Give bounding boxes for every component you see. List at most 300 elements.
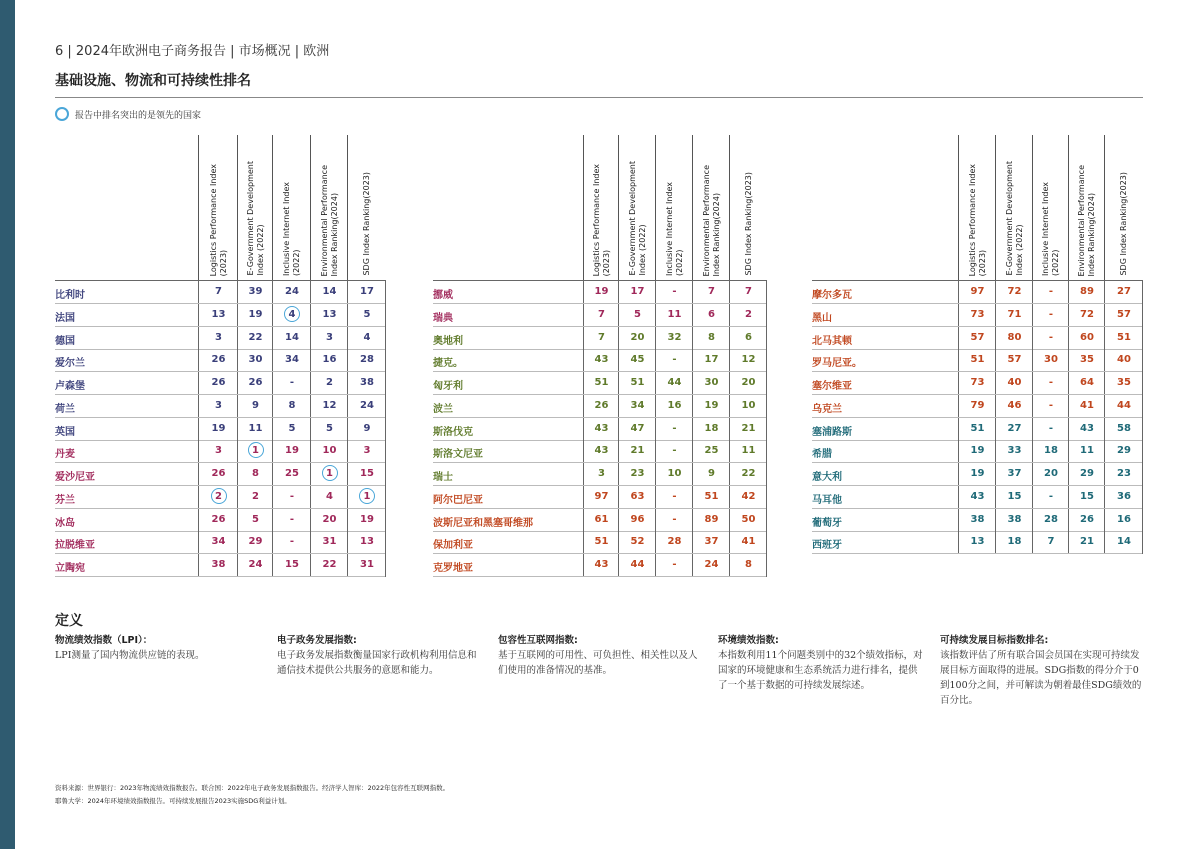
rank-cell [237,372,273,394]
rank-value: - [672,445,677,457]
table-row [433,554,766,577]
rank-cell [958,281,996,303]
country-name: 法国 [55,312,75,324]
rank-value: 41 [1080,399,1094,411]
rank-cell [618,509,656,531]
country-name: 爱尔兰 [55,358,85,370]
rank-value: - [1048,399,1054,411]
rank-value: 22 [322,559,337,570]
rank-value: 19 [704,399,719,411]
rank-value: 7 [708,286,715,297]
rank-cell [583,486,619,508]
rank-cell [1032,304,1069,326]
rank-cell [692,554,730,576]
country-name: 黑山 [812,312,832,324]
rank-value: 42 [741,490,756,502]
country-name: 瑞士 [433,472,453,483]
rank-value: 3 [363,445,371,457]
column-header-label: Logistics Performance Index (2023) [591,163,611,276]
rank-value: 60 [1080,331,1094,343]
rank-cell [729,463,767,485]
column-header-label: Logistics Performance Index (2023) [208,163,228,276]
rank-value: 15 [360,468,374,479]
rank-value: 51 [630,377,645,388]
table-right-border [385,280,386,577]
country-name: 阿尔巴尼亚 [433,494,483,506]
rank-cell [310,304,348,326]
rank-cell [1068,509,1105,531]
column-header-label: SDG Index Ranking(2023) [743,172,753,276]
rank-cell [237,349,273,371]
rank-cell [995,349,1033,371]
country-name: 丹麦 [55,449,75,461]
table-row [433,281,766,304]
rank-value: 16 [322,354,337,366]
rank-value: 26 [211,354,226,366]
rank-cell [310,440,348,462]
rank-cell [1104,349,1143,371]
rank-value: 5 [288,422,296,434]
country-name: 克罗地亚 [433,563,473,574]
rank-cell [1032,349,1069,371]
rank-cell [958,372,996,394]
rank-value: 31 [322,536,337,548]
rank-value: 61 [594,513,609,525]
rank-cell [692,509,730,531]
country-name: 波斯尼亚和黑塞哥维那 [433,517,533,529]
definition-text: LPI测量了国内物流供应链的表现。 [55,650,205,661]
column-header-label: Inclusive Internet Index (2022) [282,181,301,276]
rank-cell [655,531,693,553]
country-name: 北马其顿 [812,335,852,347]
rank-cell [1032,395,1069,417]
rank-cell [347,304,386,326]
rank-value: 50 [741,513,756,525]
rank-value: 26 [211,468,226,479]
rank-value: 34 [211,536,226,548]
rank-value: - [289,536,295,548]
rank-value: - [1048,377,1054,388]
rank-cell [1104,418,1143,440]
country-name: 斯洛伐克 [433,426,473,438]
table-row [55,372,385,395]
table-row [812,327,1142,350]
rank-value: 9 [708,468,715,479]
page-side-band [0,0,15,849]
rank-cell [995,304,1033,326]
rank-value: 18 [1007,536,1022,548]
rank-value: 3 [326,331,333,343]
rank-cell [272,440,311,462]
rank-value: 26 [211,377,226,388]
rank-value: 4 [363,331,371,343]
rank-value: 9 [363,422,371,434]
rank-cell [272,463,311,485]
definition-heading: 物流绩效指数（LPI）： [55,635,153,646]
rank-value: 19 [970,468,985,479]
rank-value: 96 [630,513,645,525]
rank-value: 33 [1007,445,1022,457]
rank-value: 21 [741,422,756,434]
rank-cell [618,554,656,576]
rank-value: 14 [1117,536,1131,548]
rank-value: 25 [704,445,719,457]
country-name: 乌克兰 [812,403,842,415]
rank-cell [995,395,1033,417]
rank-cell [272,281,311,303]
country-name: 奥地利 [433,335,463,347]
country-name: 瑞典 [433,312,453,324]
rank-cell [995,440,1033,462]
sources-note [55,782,449,808]
table-row [812,440,1142,463]
rank-cell [995,281,1033,303]
rank-cell [995,463,1033,485]
column-header-label: Environmental Performance Index Ranking(2024) [701,164,721,276]
rank-cell [237,304,273,326]
rank-value: 7 [598,308,605,320]
rank-value: 17 [360,286,374,297]
rank-cell [655,349,693,371]
rank-cell [347,372,386,394]
rank-value: 6 [708,308,715,320]
rank-value: 5 [634,308,641,320]
rank-value: 13 [322,308,337,320]
rank-cell [198,554,238,576]
rank-value: 57 [1117,308,1131,320]
rank-value: - [1048,422,1054,434]
definition-heading: 包容性互联网指数: [498,635,578,646]
country-name: 荷兰 [55,403,75,415]
rank-value: 7 [598,331,605,343]
rank-value: 51 [970,422,985,434]
rank-value: 43 [1080,422,1094,434]
rank-value: 18 [1044,445,1058,457]
rank-cell [310,372,348,394]
table-row [433,418,766,441]
rank-value: 5 [363,308,371,320]
rank-cell [729,304,767,326]
rank-cell [1032,509,1069,531]
rank-cell [272,395,311,417]
column-header-label: Logistics Performance Index (2023) [967,163,987,276]
rank-cell [618,463,656,485]
table-row [812,486,1142,509]
country-name: 马耳他 [812,494,842,506]
rank-cell [310,463,348,485]
rank-cell [1104,531,1143,553]
rank-value: 89 [1080,286,1094,297]
rank-cell [729,349,767,371]
rank-cell [347,554,386,576]
rank-value: - [1048,490,1054,502]
rank-value: 13 [211,308,226,320]
column-header [347,135,386,280]
rank-cell [655,509,693,531]
rank-value: 27 [1007,422,1022,434]
rank-cell [729,531,767,553]
rank-cell [310,418,348,440]
rank-cell [583,395,619,417]
rank-cell [347,395,386,417]
rank-cell [347,418,386,440]
table-row [433,531,766,554]
rank-cell [583,327,619,349]
rank-value: 44 [667,377,682,388]
country-name: 匈牙利 [433,381,463,392]
rank-value: 2 [211,488,227,504]
rank-cell [655,463,693,485]
rank-cell [198,440,238,462]
rank-cell [1068,395,1105,417]
rank-value: 30 [248,354,263,366]
rank-value: 28 [667,536,682,548]
table-row [55,349,385,372]
rank-cell [655,395,693,417]
rank-value: - [289,490,295,502]
country-name: 拉脱维亚 [55,540,95,552]
rank-value: 17 [630,286,645,297]
rank-cell [995,509,1033,531]
rank-value: 7 [1047,536,1055,548]
rank-cell [272,554,311,576]
rank-value: 8 [288,399,296,411]
rank-value: 30 [704,377,719,388]
rank-value: 8 [708,331,715,343]
rank-value: - [672,513,677,525]
rank-cell [198,486,238,508]
rank-cell [729,395,767,417]
rank-cell [198,281,238,303]
rank-cell [655,418,693,440]
rank-value: 7 [745,286,752,297]
legend-label: 报告中排名突出的是领先的国家 [75,110,202,121]
rank-cell [655,327,693,349]
rank-value: 29 [248,536,263,548]
rank-value: 12 [741,354,756,366]
rank-cell [692,304,730,326]
column-header-label: SDG Index Ranking(2023) [362,172,371,276]
rank-cell [655,440,693,462]
country-name: 塞尔维亚 [812,381,852,392]
rank-value: 52 [630,536,645,548]
rank-value: 32 [667,331,682,343]
column-header [237,135,273,280]
title-divider [55,97,1143,98]
rank-value: 20 [1044,468,1058,479]
rank-cell [583,304,619,326]
rank-value: 14 [285,331,299,343]
column-header-label: Inclusive Internet Index (2022) [1041,181,1060,276]
rank-value: 51 [594,377,609,388]
rank-value: 45 [630,354,645,366]
rank-value: 24 [285,286,299,297]
rank-value: - [672,286,677,297]
rank-value: 72 [1007,286,1022,297]
table-row [55,531,385,554]
highlight-circle-icon [55,107,69,121]
country-name: 塞浦路斯 [812,426,852,438]
rank-cell [310,509,348,531]
rank-cell [958,463,996,485]
rank-cell [729,554,767,576]
rank-value: 5 [252,513,259,525]
table-row [55,327,385,350]
rank-cell [347,463,386,485]
rank-value: - [672,422,677,434]
rank-cell [1068,372,1105,394]
rank-cell [729,509,767,531]
rank-cell [237,440,273,462]
rank-cell [237,418,273,440]
rank-value: 24 [704,559,719,570]
sources-line: 资料来源：世界银行：2023年物流绩效指数报告。联合国：2022年电子政务发展指数报告。经济学人智库：2022年包容性互联网指数。 [55,784,450,792]
definition-item [277,632,482,678]
table-row [55,418,385,441]
legend [55,107,201,121]
column-header [1032,135,1069,280]
table-row [55,281,385,304]
definition-heading: 电子政务发展指数: [277,635,357,646]
rank-value: 80 [1007,331,1022,343]
rank-value: 38 [211,559,226,570]
rank-cell [655,304,693,326]
table-row [812,463,1142,486]
rank-value: 58 [1117,422,1131,434]
rank-value: 26 [211,513,226,525]
rank-cell [1032,327,1069,349]
rank-cell [583,463,619,485]
rank-value: 43 [594,422,609,434]
rank-value: 44 [630,559,645,570]
rank-cell [198,418,238,440]
rank-value: 38 [1007,513,1022,525]
country-name: 摩尔多瓦 [812,290,852,301]
rank-cell [1068,327,1105,349]
rank-cell [310,327,348,349]
rank-cell [1032,281,1069,303]
rank-cell [1068,418,1105,440]
table-row [812,509,1142,532]
rank-cell [272,418,311,440]
rank-value: - [1048,286,1054,297]
rank-cell [272,349,311,371]
column-header [583,135,619,280]
country-name: 斯洛文尼亚 [433,449,483,461]
rank-value: - [672,490,677,502]
column-header [655,135,693,280]
rank-value: 51 [594,536,609,548]
column-header-label: E-Government Development Index (2022) [627,161,647,276]
rank-cell [618,440,656,462]
rank-value: 57 [1007,354,1022,366]
country-name: 挪威 [433,290,453,301]
table-row [55,463,385,486]
table-row [812,281,1142,304]
rank-value: 1 [359,488,375,504]
column-header [198,135,238,280]
rank-value: 10 [322,445,337,457]
rank-value: 19 [211,422,226,434]
column-header-label: Inclusive Internet Index (2022) [664,181,684,276]
rank-cell [995,486,1033,508]
table-row [812,418,1142,441]
column-header [272,135,311,280]
country-name: 德国 [55,335,75,347]
column-header-label: SDG Index Ranking(2023) [1119,172,1128,276]
rank-cell [1104,327,1143,349]
rank-cell [729,486,767,508]
rank-cell [618,418,656,440]
rank-value: 16 [667,399,682,411]
rank-value: 4 [284,306,300,322]
country-name: 保加利亚 [433,540,473,552]
rank-cell [310,554,348,576]
rank-cell [1032,418,1069,440]
rank-value: 51 [704,490,719,502]
rank-cell [347,509,386,531]
rank-value: 24 [360,399,374,411]
rank-value: 12 [322,399,337,411]
column-header [995,135,1033,280]
rank-value: 97 [594,490,609,502]
rank-value: 24 [248,559,263,570]
rank-value: 31 [360,559,374,570]
rank-value: 28 [360,354,374,366]
rank-value: 63 [630,490,645,502]
rank-cell [655,372,693,394]
rank-value: 89 [704,513,719,525]
table-row [55,486,385,509]
rank-cell [618,281,656,303]
table-row [433,304,766,327]
rank-value: 2 [252,490,259,502]
rank-value: 3 [215,331,222,343]
rank-cell [692,463,730,485]
rank-cell [198,304,238,326]
rank-value: 22 [741,468,756,479]
rank-cell [958,395,996,417]
rank-cell [692,281,730,303]
rank-cell [958,418,996,440]
table-row [812,372,1142,395]
rank-cell [272,327,311,349]
rank-value: 26 [1080,513,1094,525]
column-header [958,135,996,280]
rank-cell [237,395,273,417]
rank-cell [729,327,767,349]
rank-cell [347,486,386,508]
table-row [433,327,766,350]
rank-cell [583,372,619,394]
rank-value: 28 [1044,513,1058,525]
table-row [812,395,1142,418]
rank-cell [1032,372,1069,394]
rank-value: 16 [1117,513,1131,525]
rank-cell [958,440,996,462]
rank-value: 46 [1007,399,1022,411]
rank-cell [995,418,1033,440]
rank-cell [1068,486,1105,508]
rank-cell [237,463,273,485]
country-name: 希腊 [812,449,832,461]
rank-value: 19 [285,445,299,457]
rank-cell [198,531,238,553]
definition-text: 本指数利用11个问题类别中的32个绩效指标，对国家的环境健康和生态系统活力进行排名，提供了一个基于数据的可持续发展综述。 [718,650,923,691]
rank-value: 20 [322,513,337,525]
rank-cell [655,554,693,576]
rank-cell [729,440,767,462]
